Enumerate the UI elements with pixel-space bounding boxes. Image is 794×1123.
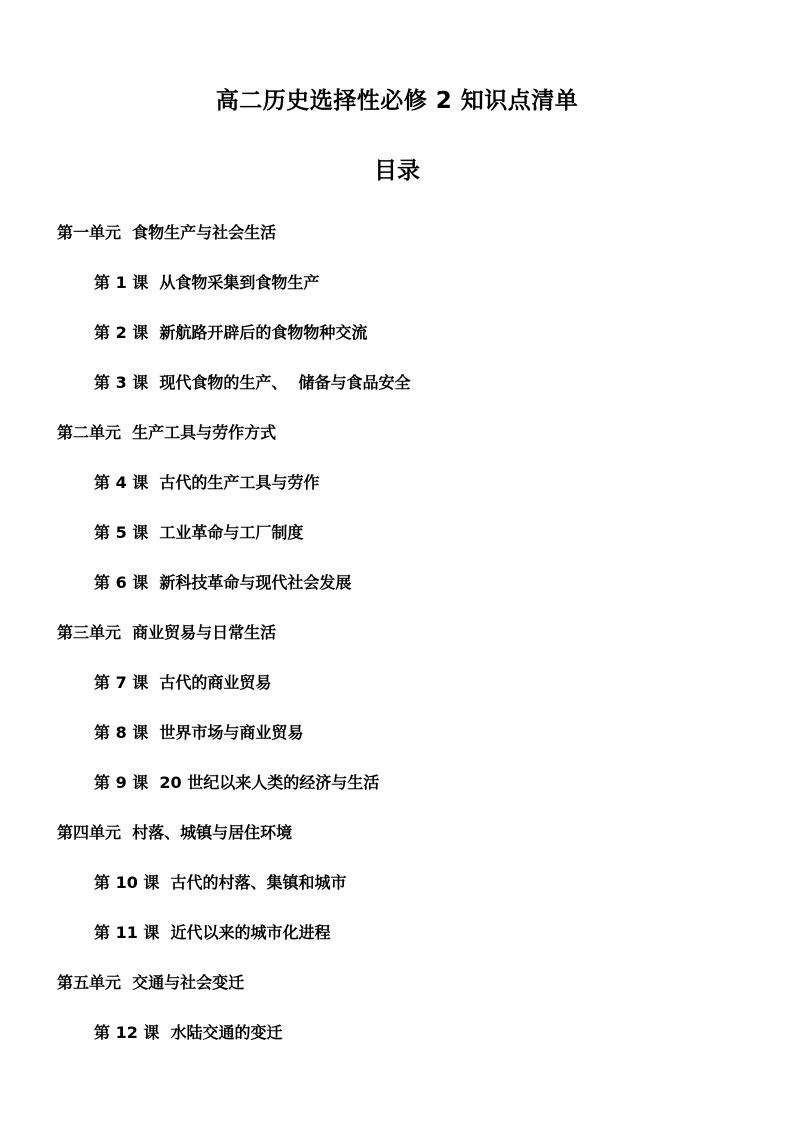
table-of-contents (0, 221, 794, 1071)
toc-lesson-entry[interactable]: 第 9 课 20 世纪以来人类的经济与生活 (94, 773, 380, 792)
toc-heading: 目录 (374, 158, 420, 184)
toc-lesson-entry[interactable]: 第 8 课 世界市场与商业贸易 (94, 723, 304, 742)
toc-unit-entry[interactable]: 第三单元 商业贸易与日常生活 (57, 623, 277, 642)
toc-unit-entry[interactable]: 第二单元 生产工具与劳作方式 (57, 423, 277, 442)
toc-lesson-entry[interactable]: 第 1 课 从食物采集到食物生产 (94, 273, 320, 292)
toc-lesson-entry[interactable]: 第 11 课 近代以来的城市化进程 (94, 923, 331, 942)
toc-lesson-entry[interactable]: 第 6 课 新科技革命与现代社会发展 (94, 573, 352, 592)
toc-lesson-entry[interactable]: 第 10 课 古代的村落、集镇和城市 (94, 873, 347, 892)
toc-unit-entry[interactable]: 第五单元 交通与社会变迁 (57, 973, 245, 992)
toc-unit-entry[interactable]: 第四单元 村落、城镇与居住环境 (57, 823, 293, 842)
toc-lesson-entry[interactable]: 第 7 课 古代的商业贸易 (94, 673, 272, 692)
toc-lesson-entry[interactable]: 第 2 课 新航路开辟后的食物物种交流 (94, 323, 368, 342)
toc-lesson-entry[interactable]: 第 3 课 现代食物的生产、 储备与食品安全 (94, 373, 411, 392)
toc-lesson-entry[interactable]: 第 4 课 古代的生产工具与劳作 (94, 473, 320, 492)
toc-lesson-entry[interactable]: 第 5 课 工业革命与工厂制度 (94, 523, 304, 542)
toc-lesson-entry[interactable]: 第 12 课 水陆交通的变迁 (94, 1023, 283, 1042)
toc-unit-entry[interactable]: 第一单元 食物生产与社会生活 (57, 223, 277, 242)
document-title: 高二历史选择性必修 2 知识点清单 (215, 88, 579, 114)
